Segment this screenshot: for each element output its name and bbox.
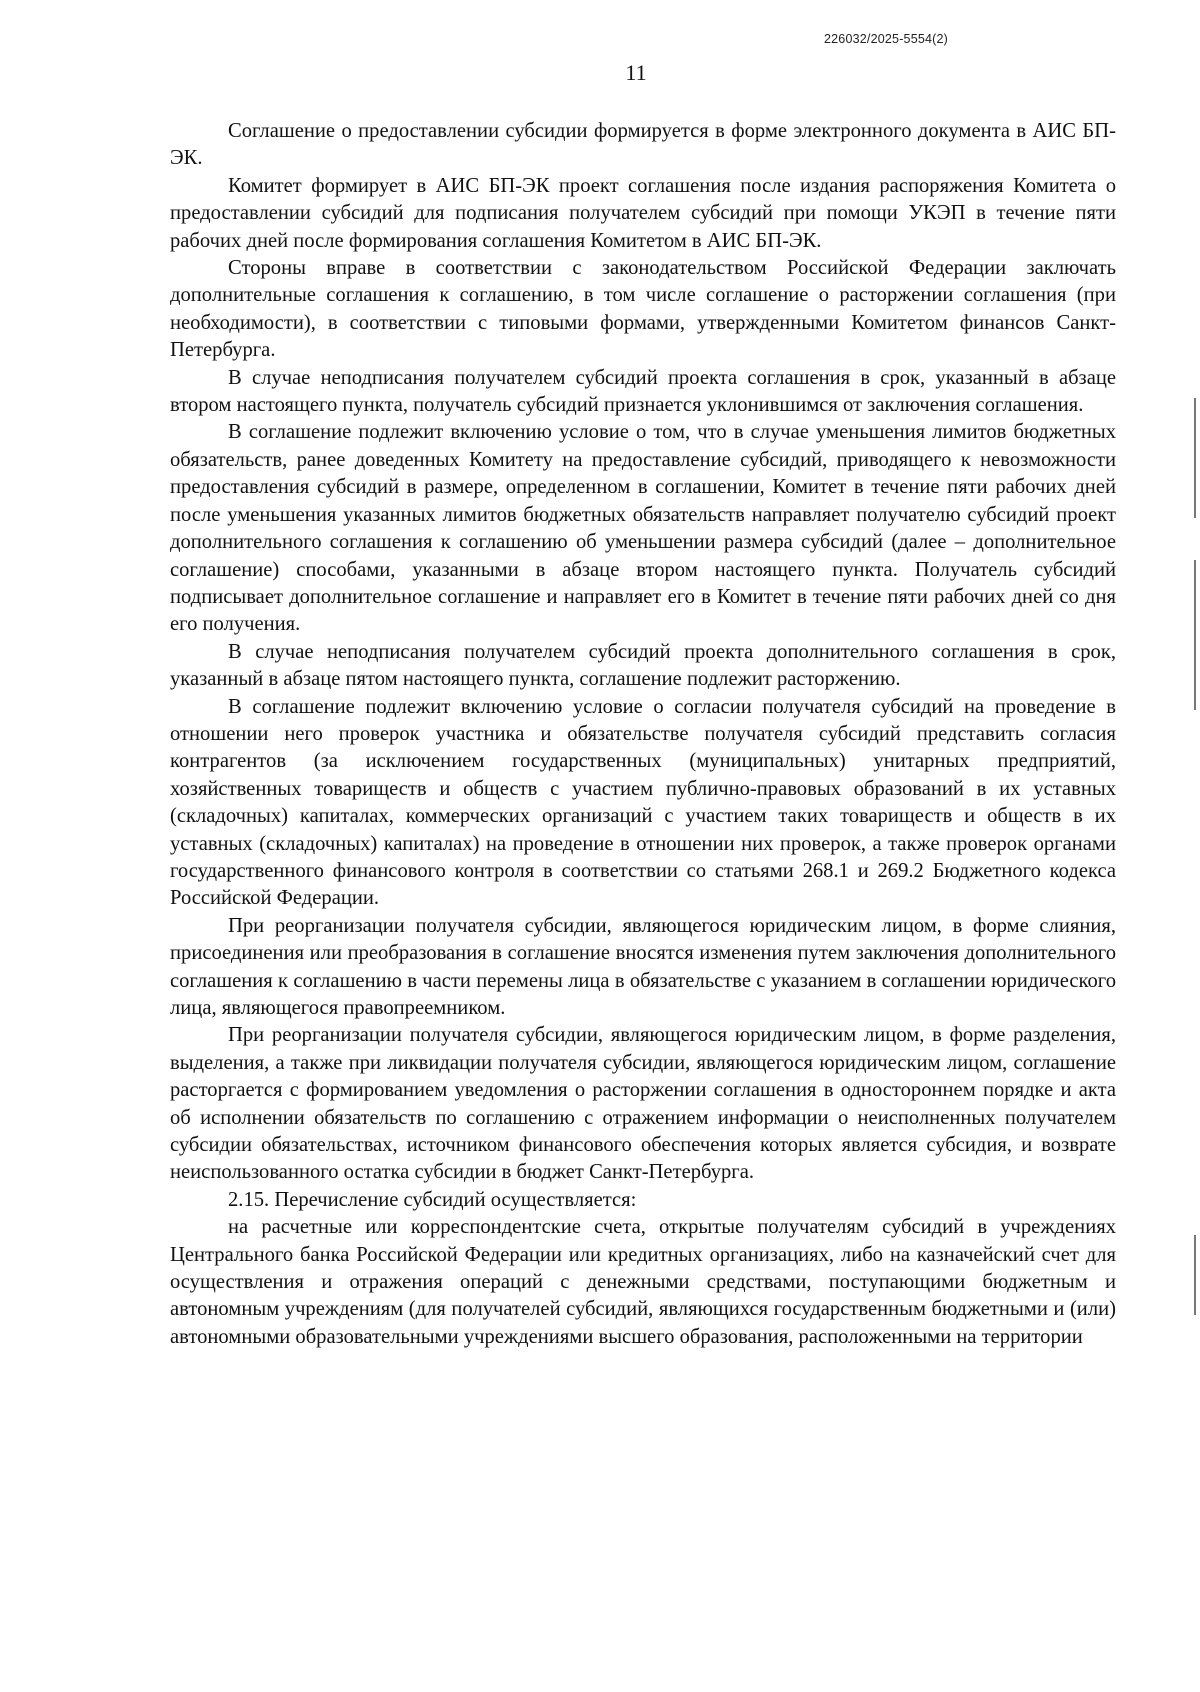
paragraph: В случае неподписания получателем субсидий проекта дополнительного соглашения в срок, указанный в абзаце пятом настоящего пункта, соглашение подлежит расторжению. [170, 640, 1116, 691]
scan-edge-mark [1194, 1235, 1196, 1315]
document-registration-number: 226032/2025-5554(2) [824, 32, 949, 46]
paragraph: При реорганизации получателя субсидии, являющегося юридическим лицом, в форме слияния, присоединения или преобразования в соглашение вносятся изменения путем заключения дополнительного соглашения к соглашению в части перемены лица в обязательстве с указанием в соглашении юридического лица, являющегося правопреемником. [170, 914, 1116, 1019]
paragraph: Стороны вправе в соответствии с законодательством Российской Федерации заключать дополнительные соглашения к соглашению, в том числе соглашение о расторжении соглашения (при необходимости), в соответствии с типовыми формами, утвержденными Комитетом финансов Санкт-Петербурга. [170, 257, 1116, 362]
paragraph: Соглашение о предоставлении субсидии формируется в форме электронного документа в АИС БП-ЭК. [170, 120, 1116, 170]
document-body [170, 118, 1116, 1351]
page-number: 11 [625, 60, 647, 85]
paragraph: В случае неподписания получателем субсидий проекта соглашения в срок, указанный в абзаце втором настоящего пункта, получатель субсидий признается уклонившимся от заключения соглашения. [170, 366, 1116, 417]
scan-edge-mark [1194, 398, 1196, 518]
paragraph: Комитет формирует в АИС БП-ЭК проект соглашения после издания распоряжения Комитета о предоставлении субсидий для подписания получателем субсидий при помощи УКЭП в течение пяти рабочих дней после формирования соглашения Комитетом в АИС БП-ЭК. [170, 174, 1116, 252]
paragraph: 2.15. Перечисление субсидий осуществляется: [228, 1188, 637, 1211]
paragraph: При реорганизации получателя субсидии, являющегося юридическим лицом, в форме разделения, выделения, а также при ликвидации получателя субсидии, являющегося юридическим лицом, соглашение расторгается с формированием уведомления о расторжении соглашения в одностороннем порядке и акта об исполнении обязательств по соглашению с отражением информации о неисполненных получателем субсидии обязательствах, источником финансового обеспечения которых является субсидия, и возврате неиспользованного остатка субсидии в бюджет Санкт-Петербурга. [170, 1024, 1116, 1184]
paragraph: В соглашение подлежит включению условие о том, что в случае уменьшения лимитов бюджетных обязательств, ранее доведенных Комитету на предоставление субсидий, приводящего к невозможности предоставления субсидий в размере, определенном в соглашении, Комитет в течение пяти рабочих дней после уменьшения указанных лимитов бюджетных обязательств направляет получателю субсидий проект дополнительного соглашения к соглашению об уменьшении размера субсидий (далее – дополнительное соглашение) способами, указанными в абзаце втором настоящего пункта. Получатель субсидий подписывает дополнительное соглашение и направляет его в Комитет в течение пяти рабочих дней со дня его получения. [170, 421, 1116, 636]
paragraph: на расчетные или корреспондентские счета, открытые получателям субсидий в учреждениях Центрального банка Российской Федерации или кредитных организациях, либо на казначейский счет для осуществления и отражения операций с денежными средствами, поступающими бюджетным и автономным учреждениям (для получателей субсидий, являющихся государственным бюджетными и (или) автономными образовательными учреждениями высшего образования, расположенными на территории [170, 1216, 1116, 1348]
scan-edge-mark [1194, 560, 1196, 710]
paragraph: В соглашение подлежит включению условие о согласии получателя субсидий на проведение в отношении него проверок участника и обязательстве получателя субсидий представить согласия контрагентов (за исключением государственных (муниципальных) унитарных предприятий, хозяйственных товариществ и обществ с участием публично-правовых образований в их уставных (складочных) капиталах, коммерческих организаций с участием таких товариществ и обществ в их уставных (складочных) капиталах) на проведение в отношении них проверок, а также проверок органами государственного финансового контроля в соответствии со статьями 268.1 и 269.2 Бюджетного кодекса Российской Федерации. [170, 695, 1116, 910]
